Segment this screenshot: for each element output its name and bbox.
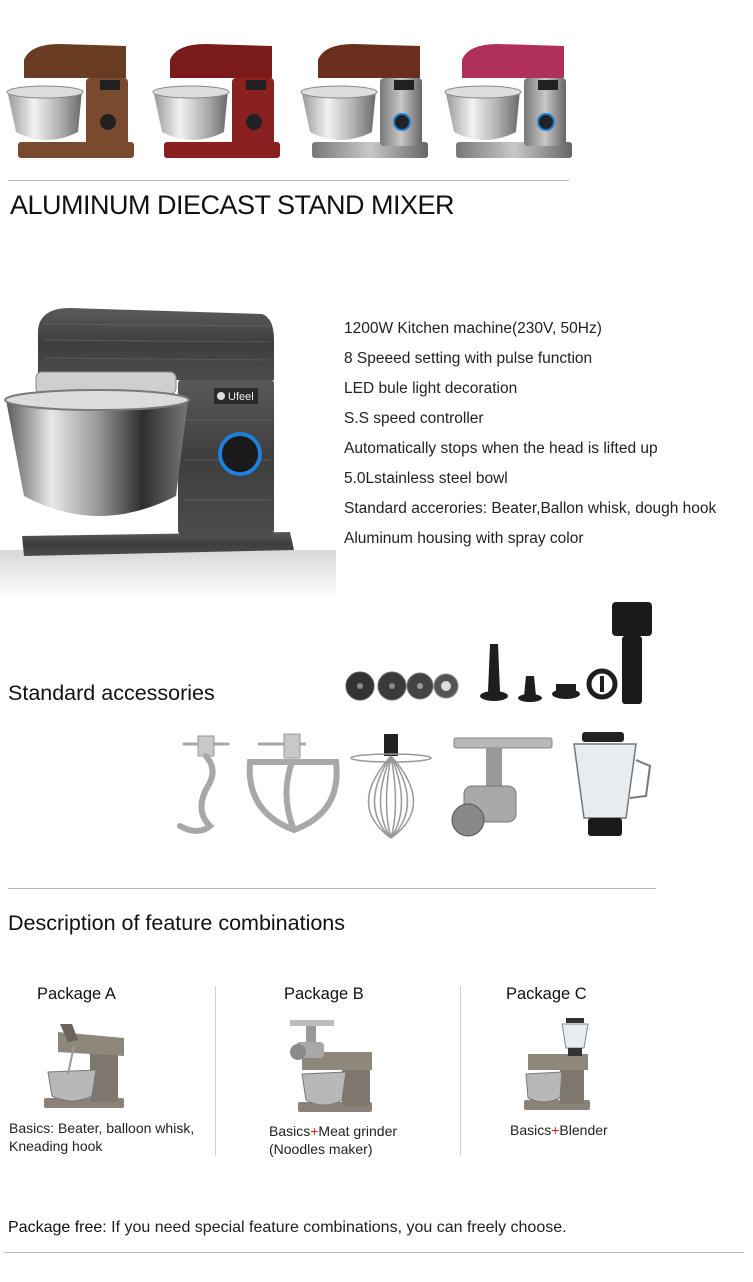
spec-item: Standard accerories: Beater,Ballon whisk, dough hook <box>344 500 717 517</box>
package-free-label: Package free: <box>8 1219 107 1236</box>
meat-grinder-icon <box>452 738 552 836</box>
page-title: ALUMINUM DIECAST STAND MIXER <box>10 190 455 220</box>
grinder-discs-icon <box>346 672 458 700</box>
spec-item: Automatically stops when the head is lifted up <box>344 440 658 457</box>
package-b-desc-extra: Meat grinder (Noodles maker) <box>269 1123 398 1157</box>
attachments-image <box>170 726 660 856</box>
color-variants-image <box>0 30 600 170</box>
package-a-title: Package A <box>37 985 116 1003</box>
dough-hook-icon <box>180 736 228 831</box>
blender-jar-icon <box>574 732 650 836</box>
package-separator <box>460 986 461 1156</box>
combinations-heading: Description of feature combinations <box>8 911 346 935</box>
spec-item: 1200W Kitchen machine(230V, 50Hz) <box>344 320 602 337</box>
package-c-image <box>520 1016 596 1114</box>
brand-logo: Ufeel <box>228 391 254 403</box>
spec-item: 8 Speeed setting with pulse function <box>344 350 593 367</box>
package-b-desc-basics: Basics <box>269 1123 311 1139</box>
divider-middle <box>8 888 656 889</box>
divider-bottom <box>4 1252 744 1253</box>
spec-item: LED bule light decoration <box>344 380 518 397</box>
spec-item: S.S speed controller <box>344 410 484 427</box>
sausage-nozzles-icon <box>480 644 615 702</box>
package-c-desc-basics: Basics <box>510 1122 552 1138</box>
grinder-accessories-image <box>340 596 660 712</box>
accessories-heading: Standard accessories <box>8 681 215 705</box>
package-a-description <box>9 1119 199 1155</box>
balloon-whisk-icon <box>351 734 431 838</box>
package-b-title: Package B <box>284 985 364 1003</box>
package-c-desc-extra: Blender <box>559 1122 608 1138</box>
package-free-note <box>8 1219 567 1237</box>
package-b-image <box>284 1016 378 1116</box>
package-a-image <box>38 1016 130 1112</box>
main-product-image <box>0 300 336 600</box>
divider-top <box>8 180 569 181</box>
package-free-text: If you need special feature combinations, you can freely choose. <box>106 1219 567 1236</box>
spec-item: Aluminum housing with spray color <box>344 530 584 547</box>
package-separator <box>215 986 216 1156</box>
brown-silver-mixer <box>301 44 428 158</box>
flat-beater-icon <box>250 734 337 830</box>
color-variants-row <box>0 30 600 170</box>
feeding-tube-icon <box>612 602 652 704</box>
package-b-description <box>269 1122 429 1158</box>
red-mixer <box>153 44 280 158</box>
spec-item: 5.0Lstainless steel bowl <box>344 470 508 487</box>
plus-sign: + <box>551 1122 560 1138</box>
package-c-description <box>510 1121 670 1139</box>
bronze-mixer <box>7 44 134 158</box>
plus-sign: + <box>310 1123 319 1139</box>
package-a-desc-text: Basics: Beater, balloon whisk, Kneading hook <box>9 1120 195 1154</box>
package-c-title: Package C <box>506 985 587 1003</box>
pink-silver-mixer <box>445 44 572 158</box>
